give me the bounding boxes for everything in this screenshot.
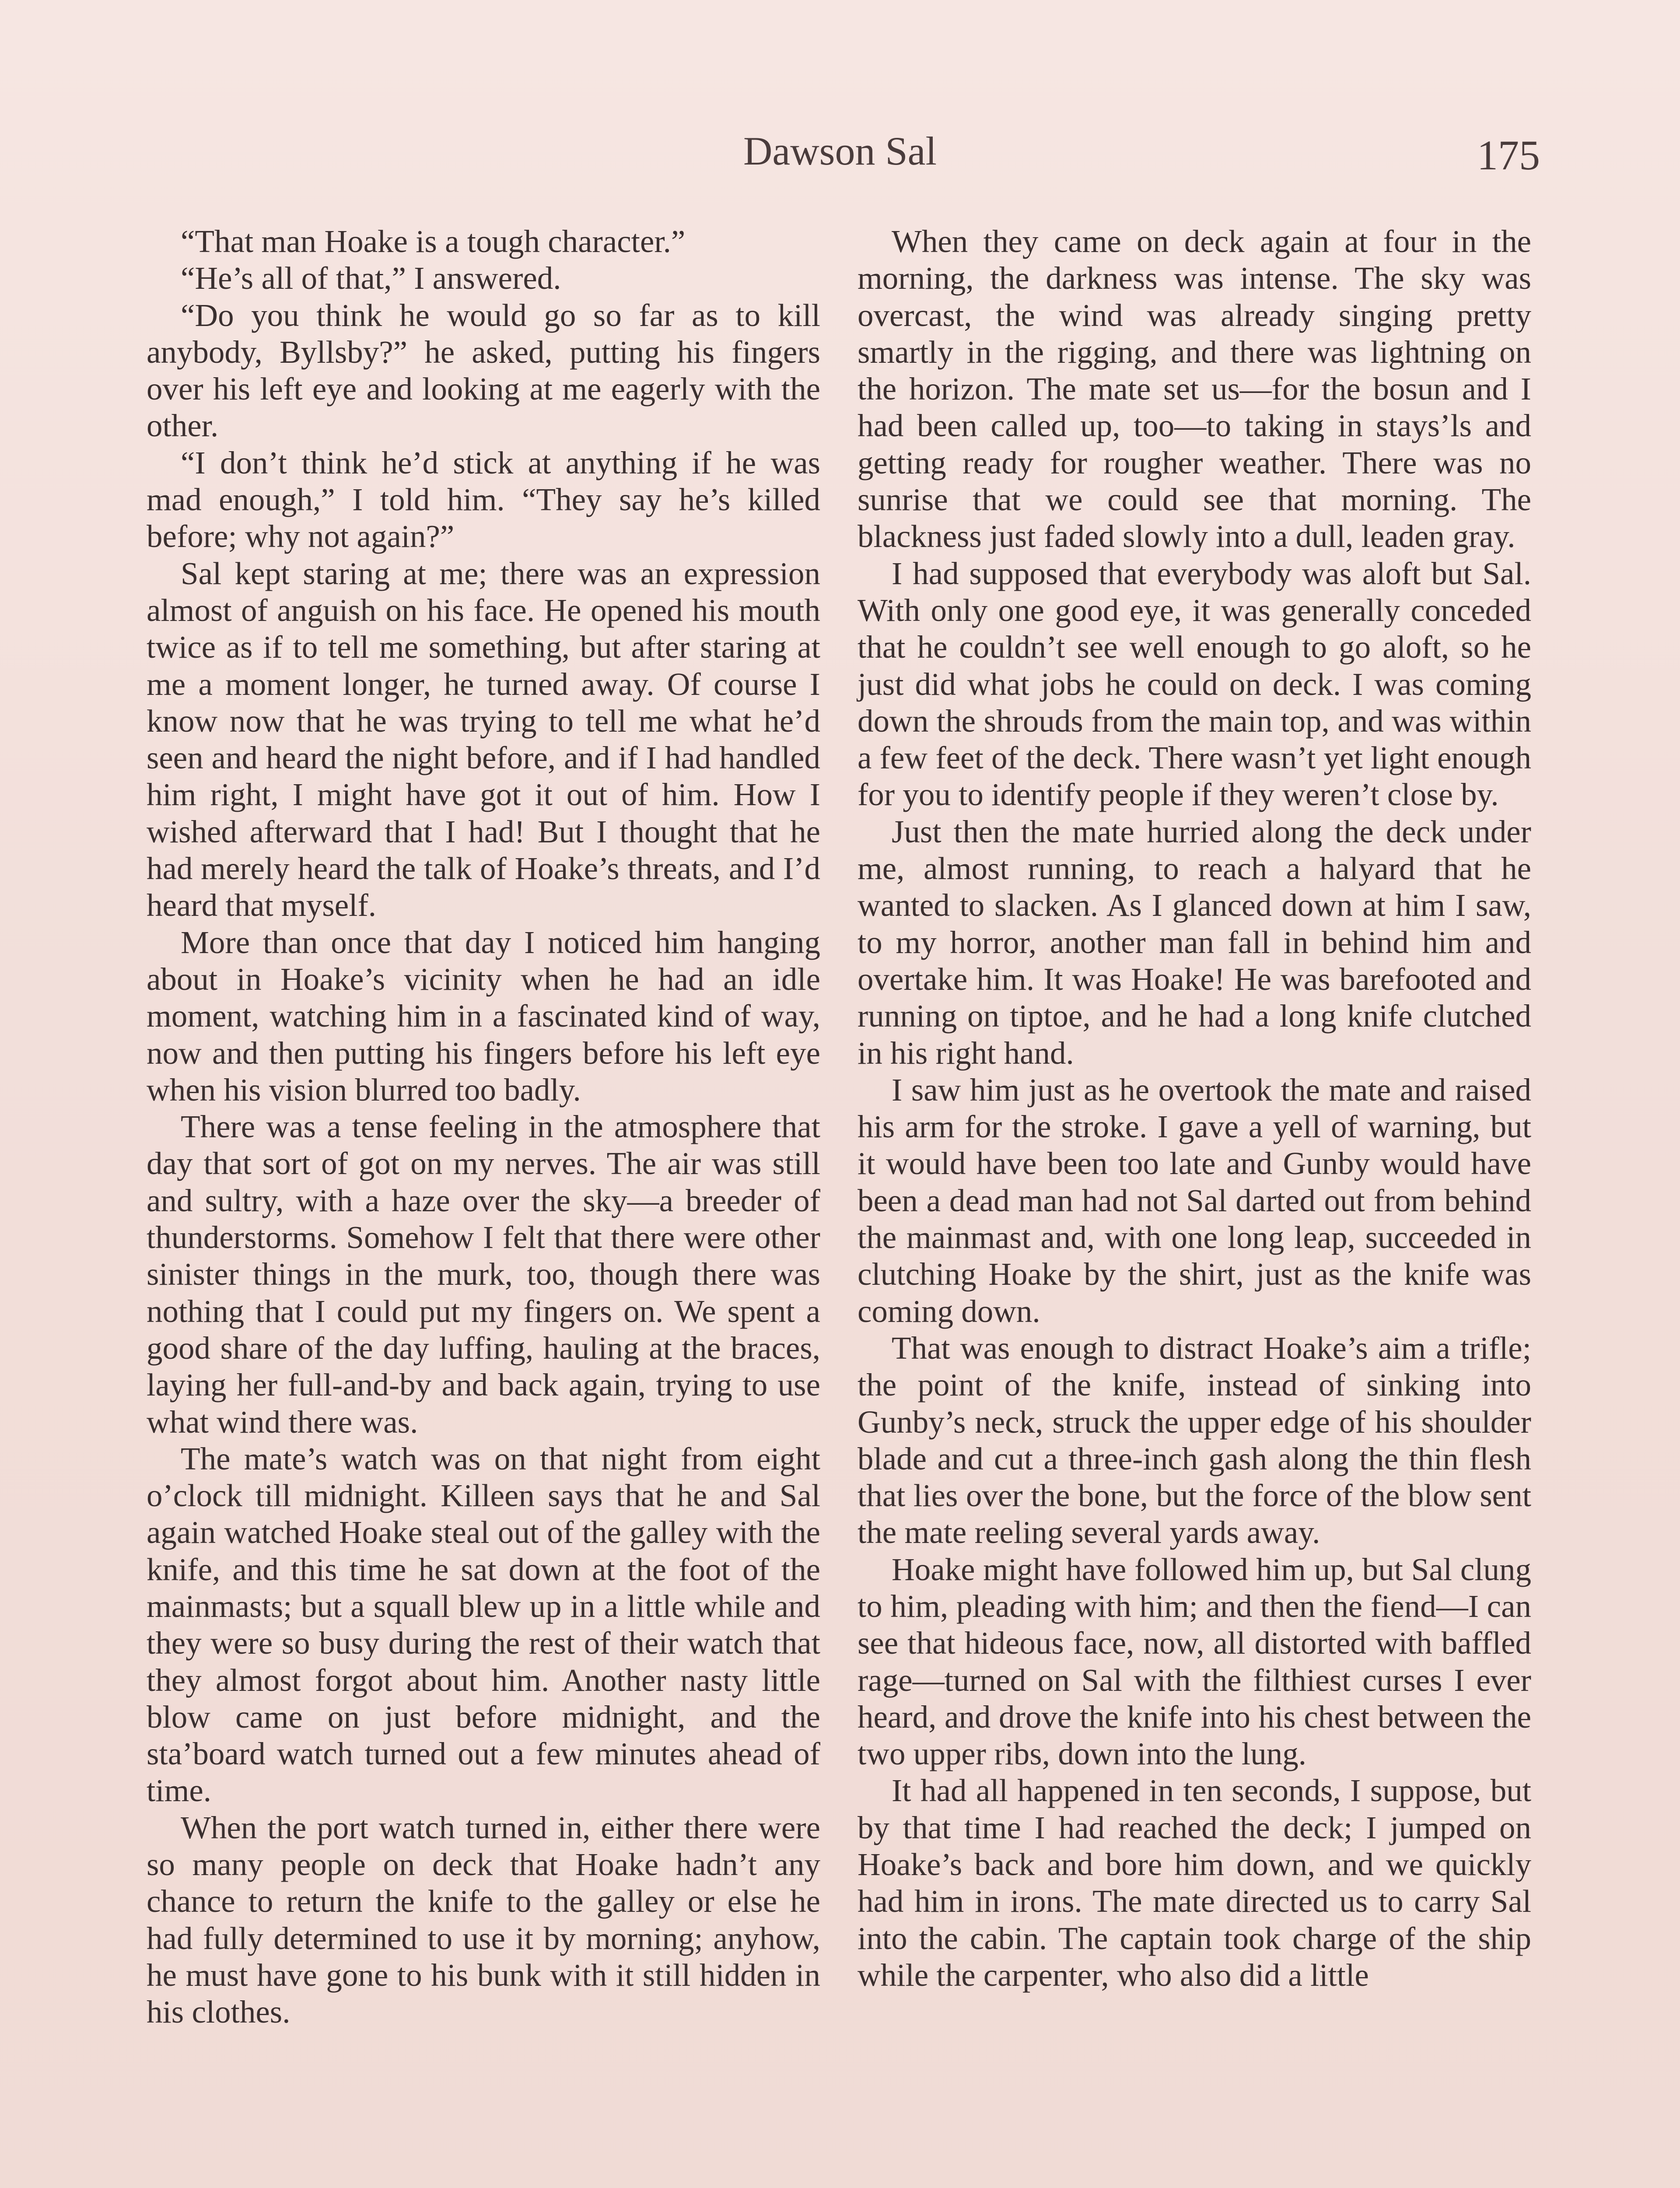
- page-number: 175: [1477, 132, 1540, 179]
- paragraph: When they came on deck again at four in the morning, the darkness was intense. The sky was overcast, the wind was already singing pretty smartly in the rigging, and there was lightning on the horizon. The mate set us—for the bosun and I had been called up, too—to taking in stays’ls and getting ready for rougher weather. There was no sunrise that we could see that morning. The blackness just faded slowly into a dull, leaden gray.: [858, 224, 1531, 554]
- paragraph: That was enough to distract Hoake’s aim a trifle; the point of the knife, instead of sinking into Gunby’s neck, struck the upper edge of his shoulder blade and cut a three-inch gash along the thin flesh that lies over the bone, but the force of the blow sent the mate reeling several yards away.: [858, 1330, 1531, 1550]
- paragraph: The mate’s watch was on that night from eight o’clock till midnight. Killeen says that he and Sal again watched Hoake steal out of the galley with the knife, and this time he sat down at the foot of the mainmasts; but a squall blew up in a little while and they were so busy during the rest of their watch that they almost forgot about him. Another nasty little blow came on just before midnight, and the sta’board watch turned out a few minutes ahead of time.: [147, 1441, 820, 1809]
- paragraph: Hoake might have followed him up, but Sal clung to him, pleading with him; and then the fiend—I can see that hideous face, now, all distorted with baffled rage—turned on Sal with the filthiest curses I ever heard, and drove the knife into his chest between the two upper ribs, down into the lung.: [858, 1551, 1531, 1772]
- right-column: [858, 223, 1531, 1994]
- left-column: [147, 223, 820, 2031]
- paragraph: There was a tense feeling in the atmosphere that day that sort of got on my nerves. The air was still and sultry, with a haze over the sky—a breeder of thunderstorms. Somehow I felt that there were other sinister things in the murk, too, though there was nothing that I could put my fingers on. We spent a good share of the day luffing, hauling at the braces, laying her full-and-by and back again, trying to use what wind there was.: [147, 1109, 820, 1440]
- paragraph: “I don’t think he’d stick at anything if he was mad enough,” I told him. “They say he’s killed before; why not again?”: [147, 445, 820, 554]
- paragraph: Just then the mate hurried along the deck under me, almost running, to reach a halyard that he wanted to slacken. As I glanced down at him I saw, to my horror, another man fall in behind him and overtake him. It was Hoake! He was barefooted and running on tiptoe, and he had a long knife clutched in his right hand.: [858, 813, 1531, 1071]
- paragraph: When the port watch turned in, either there were so many people on deck that Hoake hadn’t any chance to return the knife to the galley or else he had fully determined to use it by morning; anyhow, he must have gone to his bunk with it still hidden in his clothes.: [147, 1809, 820, 2030]
- paragraph: It had all happened in ten seconds, I suppose, but by that time I had reached the deck; I jumped on Hoake’s back and bore him down, and we quickly had him in irons. The mate directed us to carry Sal into the cabin. The captain took charge of the ship while the carpenter, who also did a little: [858, 1773, 1531, 1993]
- paragraph: I saw him just as he overtook the mate and raised his arm for the stroke. I gave a yell of warning, but it would have been too late and Gunby would have been a dead man had not Sal darted out from behind the mainmast and, with one long leap, succeeded in clutching Hoake by the shirt, just as the knife was coming down.: [858, 1072, 1531, 1329]
- paragraph: I had supposed that everybody was aloft but Sal. With only one good eye, it was generally conceded that he couldn’t see well enough to go aloft, so he just did what jobs he could on deck. I was coming down the shrouds from the main top, and was within a few feet of the deck. There wasn’t yet light enough for you to identify people if they weren’t close by.: [858, 555, 1531, 813]
- paragraph: Sal kept staring at me; there was an expression almost of anguish on his face. He opened his mouth twice as if to tell me something, but after staring at me a moment longer, he turned away. Of course I know now that he was trying to tell me what he’d seen and heard the night before, and if I had handled him right, I might have got it out of him. How I wished afterward that I had! But I thought that he had merely heard the talk of Hoake’s threats, and I’d heard that myself.: [147, 555, 820, 923]
- paragraph: More than once that day I noticed him hanging about in Hoake’s vicinity when he had an idle moment, watching him in a fascinated kind of way, now and then putting his fingers before his left eye when his vision blurred too badly.: [147, 924, 820, 1108]
- paragraph: “Do you think he would go so far as to kill anybody, Byllsby?” he asked, putting his fingers over his left eye and looking at me eagerly with the other.: [147, 297, 820, 444]
- running-title: Dawson Sal: [743, 129, 937, 173]
- paragraph: “That man Hoake is a tough character.”: [181, 224, 686, 259]
- paragraph: “He’s all of that,” I answered.: [181, 260, 561, 296]
